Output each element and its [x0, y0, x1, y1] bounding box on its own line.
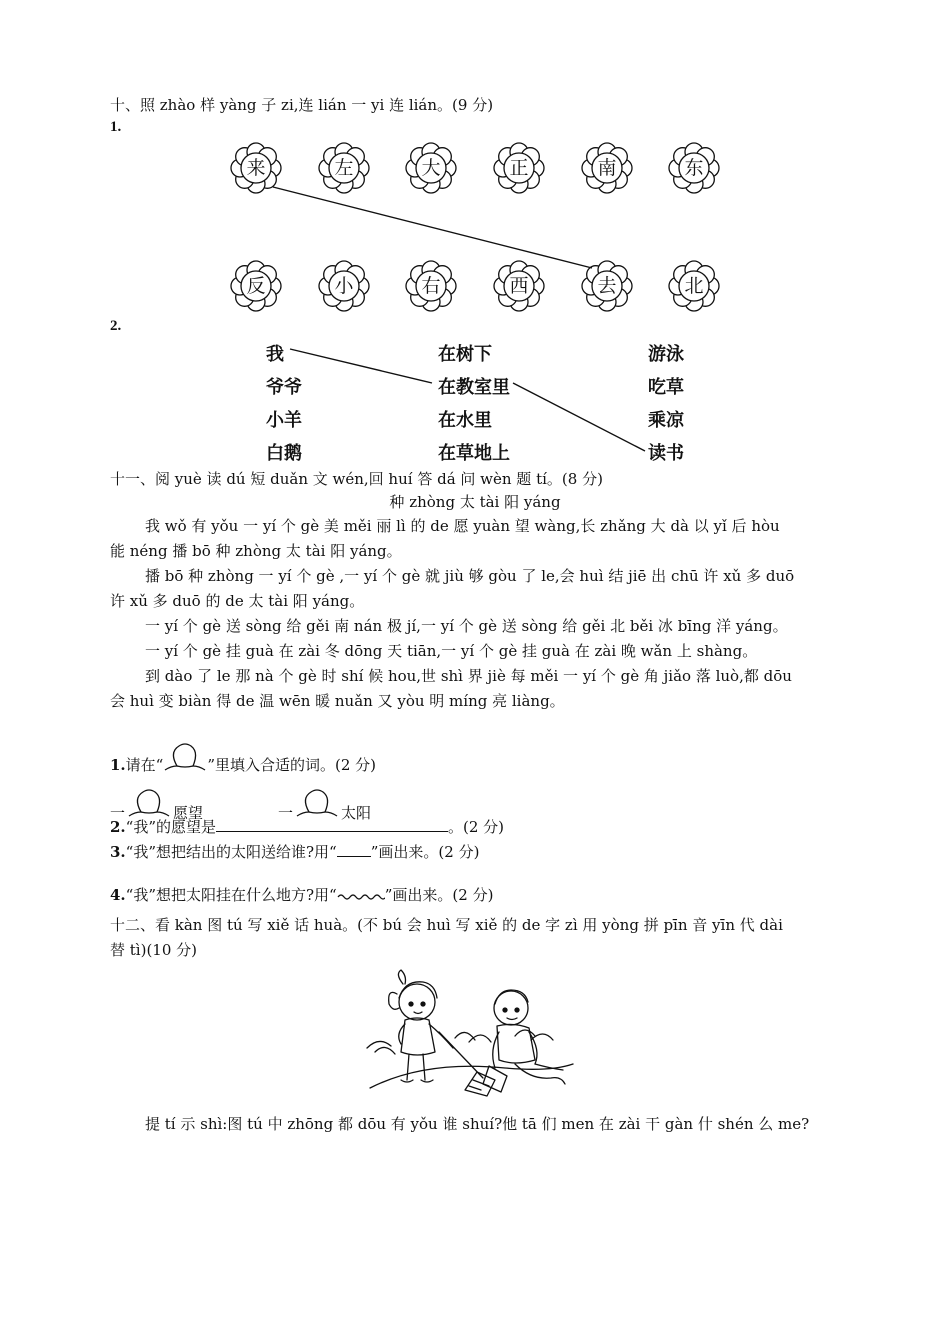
- match-col1-item[interactable]: 白鹅: [266, 443, 302, 464]
- question-text: ”里填入合适的词。(2 分): [207, 756, 377, 774]
- question-1: [110, 740, 376, 776]
- passage-line: 许 xǔ 多 duō 的 de 太 tài 阳 yáng。: [110, 592, 365, 610]
- match-col1-item[interactable]: 我: [266, 344, 284, 365]
- match-col3-item[interactable]: 吃草: [648, 377, 684, 398]
- wavy-line-icon: [337, 888, 385, 900]
- section-11-title: 十一、阅 yuè 读 dú 短 duǎn 文 wén,回 huí 答 dá 问 wèn 题 tí。(8 分): [110, 470, 603, 488]
- flower-char: 右: [421, 275, 441, 297]
- flower-char: 左: [334, 157, 354, 179]
- match-col3-item[interactable]: 游泳: [648, 344, 684, 365]
- question-2: [110, 816, 504, 837]
- question-text: 请在“: [125, 756, 164, 774]
- match-col3-item[interactable]: 读书: [648, 443, 684, 464]
- example-connector-lines: [0, 0, 950, 470]
- passage-line: 到 dào 了 le 那 nà 个 gè 时 shí 候 hou,世 shì 界 jiè 每 měi 一 yí 个 gè 角 jiǎo 落 luò,都 dōu: [145, 667, 792, 685]
- match-col3-item[interactable]: 乘凉: [648, 410, 684, 431]
- underline-mark: [337, 844, 371, 857]
- match-col2-item[interactable]: 在教室里: [438, 377, 510, 398]
- flower-char: 正: [509, 157, 529, 179]
- connector-line-wo-classroom: [290, 349, 432, 383]
- question-text: “我”想把太阳挂在什么地方?用“: [125, 886, 337, 904]
- question-text: “我”的愿望是: [125, 818, 217, 836]
- question-number: 2.: [110, 818, 126, 836]
- answer-blank[interactable]: [216, 819, 448, 832]
- flower-char: 去: [597, 275, 617, 297]
- passage-title: 种 zhòng 太 tài 阳 yáng: [389, 493, 561, 511]
- match-col1-item[interactable]: 爷爷: [266, 377, 302, 398]
- passage-line: 一 yí 个 gè 送 sòng 给 gěi 南 nán 极 jí,一 yí 个 gè 送 sòng 给 gěi 北 běi 冰 bīng 洋 yáng。: [145, 617, 788, 635]
- passage-line: 会 huì 变 biàn 得 de 温 wēn 暖 nuǎn 又 yòu 明 míng 亮 liàng。: [110, 692, 565, 710]
- peach-word: 太阳: [341, 804, 372, 822]
- match-col2-item[interactable]: 在水里: [438, 410, 492, 431]
- part-2-label: 2.: [110, 318, 122, 334]
- flower-char: 反: [246, 275, 266, 297]
- match-col2-item[interactable]: 在草地上: [438, 443, 510, 464]
- passage-line: 一 yí 个 gè 挂 guà 在 zài 冬 dōng 天 tiān,一 yí 个 gè 挂 guà 在 zài 晚 wǎn 上 shàng。: [145, 642, 758, 660]
- section-12-title-line2: 替 tì)(10 分): [110, 941, 198, 959]
- section-12-title-line1: 十二、看 kàn 图 tú 写 xiě 话 huà。(不 bú 会 huì 写 xiě 的 de 字 zì 用 yòng 拼 pīn 音 yīn 代 dài: [110, 916, 783, 934]
- children-sweeping-illustration: [365, 968, 575, 1106]
- connector-line-classroom-read: [513, 383, 645, 451]
- question-text: ”画出来。(2 分): [384, 886, 494, 904]
- connector-line-lai-qu: [273, 187, 592, 268]
- flower-char: 南: [597, 157, 617, 179]
- yi-char: 一: [110, 804, 126, 822]
- question-3: [110, 841, 479, 862]
- flower-char: 东: [684, 157, 704, 179]
- passage-line: 播 bō 种 zhòng 一 yí 个 gè ,一 yí 个 gè 就 jiù 够 gòu 了 le,会 huì 结 jiē 出 chū 许 xǔ 多 duō: [145, 567, 795, 585]
- question-number: 3.: [110, 843, 126, 861]
- match-col1-item[interactable]: 小羊: [266, 410, 302, 431]
- flower-char: 西: [509, 275, 529, 297]
- section-10-title: 十、照 zhào 样 yàng 子 zi,连 lián 一 yi 连 lián。(9 分): [110, 96, 494, 114]
- match-col2-item[interactable]: 在树下: [438, 344, 492, 365]
- passage-line: 能 néng 播 bō 种 zhòng 太 tài 阳 yáng。: [110, 542, 402, 560]
- question-text: ”画出来。(2 分): [370, 843, 480, 861]
- flower-char: 来: [246, 157, 266, 179]
- peach-word: 愿望: [173, 804, 204, 822]
- yi-char: 一: [278, 804, 294, 822]
- question-text: “我”想把结出的太阳送给谁?用“: [125, 843, 337, 861]
- question-text: 。(2 分): [448, 818, 505, 836]
- question-4: [110, 884, 493, 905]
- passage-line: 我 wǒ 有 yǒu 一 yí 个 gè 美 měi 丽 lì 的 de 愿 yuàn 望 wàng,长 zhǎng 大 dà 以 yǐ 后 hòu: [145, 517, 780, 535]
- writing-hint: 提 tí 示 shì:图 tú 中 zhōng 都 dōu 有 yǒu 谁 shuí?他 tā 们 men 在 zài 干 gàn 什 shén 么 me?: [145, 1115, 810, 1133]
- flower-char: 大: [421, 157, 441, 179]
- flower-char: 小: [334, 275, 354, 297]
- question-number: 1.: [110, 756, 126, 774]
- flower-char: 北: [684, 275, 704, 297]
- peach-icon: [161, 740, 209, 776]
- part-1-label: 1.: [110, 119, 122, 135]
- question-number: 4.: [110, 886, 126, 904]
